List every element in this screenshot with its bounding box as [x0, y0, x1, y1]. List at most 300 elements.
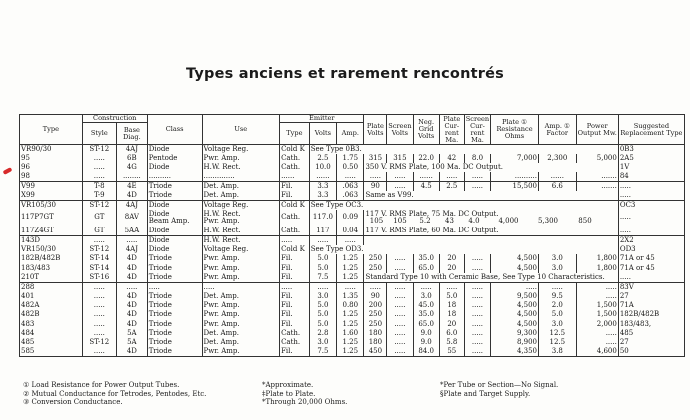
table-cell: 485	[20, 338, 83, 347]
footnote: *Per Tube or Section—No Signal.	[440, 381, 559, 389]
table-cell: .063	[337, 182, 364, 191]
span-value: 105	[393, 217, 407, 226]
table-cell: 2,000	[576, 320, 618, 329]
table-cell: Cath.	[280, 227, 310, 236]
table-cell: Det. Amp.	[202, 338, 280, 347]
footnote: ① Load Resistance for Power Output Tubes.	[23, 381, 180, 389]
footnotes-column-3	[440, 381, 558, 398]
table-cell: 6.0	[439, 329, 464, 338]
table-cell: .....	[618, 273, 684, 282]
table-cell: Triode	[147, 310, 202, 319]
table-cell: .....	[618, 191, 684, 200]
footnote: ‡Plate to Plate.	[262, 389, 316, 398]
table-cell: 180	[364, 338, 387, 347]
table-cell: 5.0	[309, 301, 336, 310]
table-cell: .....	[82, 310, 116, 319]
table-cell: .....	[387, 310, 413, 319]
table-cell: Fil.	[280, 301, 310, 310]
table-cell: OD3	[618, 245, 684, 254]
table-cell: .....	[116, 282, 147, 291]
table-cell: 4D	[116, 264, 147, 273]
table-cell: 5AA	[116, 227, 147, 236]
table-cell: Triode	[147, 338, 202, 347]
table-cell: Det. Amp.	[202, 191, 280, 200]
table-cell: ......	[280, 172, 310, 181]
table-cell: 1.25	[337, 254, 364, 263]
table-cell: Cold K	[280, 145, 310, 154]
table-cell: Fil.	[280, 191, 310, 200]
table-cell: 12.5	[538, 329, 576, 338]
table-cell: 183/483	[20, 264, 83, 273]
table-cell: .....	[116, 236, 147, 245]
table-cell: .....	[202, 282, 280, 291]
table-cell: 35.0	[413, 254, 439, 263]
table-cell: Fil.	[280, 273, 310, 282]
table-cell: 6B	[116, 154, 147, 163]
table-cell: 4,500	[491, 254, 539, 263]
table-cell: 7.5	[309, 273, 336, 282]
table-cell: Fil.	[280, 292, 310, 301]
table-cell: Pwr. Amp.	[202, 347, 280, 356]
table-row	[20, 329, 685, 338]
table-cell-span: 117 V. RMS Plate, 60 Ma. DC Output.	[364, 227, 618, 236]
table-cell: Pwr. Amp.	[202, 320, 280, 329]
table-cell: Triode	[147, 292, 202, 301]
header-construction: Construction	[82, 115, 147, 123]
span-value: 105	[369, 217, 384, 226]
table-cell: ..........	[491, 172, 539, 181]
table-cell: .....	[387, 172, 413, 181]
table-cell: .....	[82, 320, 116, 329]
table-cell: ST-16	[82, 273, 116, 282]
table-cell: 1,800	[576, 264, 618, 273]
table-cell: 4AJ	[116, 145, 147, 154]
table-cell: Voltage Reg.	[202, 200, 280, 209]
table-cell: Voltage Reg.	[202, 145, 280, 154]
table-cell: 96	[20, 163, 83, 172]
table-cell: 71A or 45	[618, 264, 684, 273]
table-cell: H.W. Rect.	[202, 227, 280, 236]
table-cell: Det. Amp.	[202, 292, 280, 301]
table-cell-span: Same as V99.	[364, 191, 618, 200]
header-amp-factor: Amp. ① Factor	[538, 115, 576, 145]
table-cell: X99	[20, 191, 83, 200]
table-cell: 5.0	[309, 310, 336, 319]
table-cell: 3.0	[309, 338, 336, 347]
footnotes-column-2	[262, 381, 347, 407]
table-cell-span: See Type OD3.	[309, 245, 618, 254]
table-cell: .....	[364, 172, 387, 181]
table-cell: .....	[464, 254, 490, 263]
table-cell: 4E	[116, 182, 147, 191]
table-row	[20, 254, 685, 263]
table-cell: .....	[387, 338, 413, 347]
header-type: Type	[20, 115, 83, 145]
table-cell: 15,500	[491, 182, 539, 191]
table-cell: Cold K	[280, 245, 310, 254]
table-row	[20, 301, 685, 310]
table-cell: 9.0	[413, 338, 439, 347]
table-cell: 5.0	[309, 320, 336, 329]
table-cell: .....	[618, 182, 684, 191]
table-cell: .....	[387, 292, 413, 301]
table-cell: 117	[309, 227, 336, 236]
table-cell: .....	[82, 292, 116, 301]
table-row	[20, 347, 685, 356]
table-cell: 55	[439, 347, 464, 356]
header-plate-resistance: Plate ① Resistance Ohms	[491, 115, 539, 145]
table-cell: 3.3	[309, 182, 336, 191]
table-cell: 250	[364, 320, 387, 329]
table-cell: 4AJ	[116, 200, 147, 209]
table-cell: 0.80	[337, 301, 364, 310]
table-cell: 1.75	[337, 154, 364, 163]
table-cell: GT	[82, 210, 116, 227]
red-annotation-mark	[3, 167, 13, 175]
footnote: ② Mutual Conductance for Tetrodes, Pentodes, Etc.	[23, 389, 207, 398]
header-class: Class	[147, 115, 202, 145]
table-cell: 4AJ	[116, 245, 147, 254]
table-row	[20, 191, 685, 200]
table-cell: 182B/482B	[618, 310, 684, 319]
table-cell: .....	[464, 320, 490, 329]
table-cell: 3.3	[309, 191, 336, 200]
footnote: *Approximate.	[262, 381, 314, 389]
table-cell: VR105/30	[20, 200, 83, 209]
table-cell: ..........	[147, 172, 202, 181]
table-cell: 401	[20, 292, 83, 301]
table-cell: 22.0	[413, 154, 439, 163]
table-cell: Fil.	[280, 347, 310, 356]
table-cell: Fil.	[280, 310, 310, 319]
table-cell: VR90/30	[20, 145, 83, 154]
table-cell: Triode	[147, 182, 202, 191]
table-cell: Cath.	[280, 163, 310, 172]
table-cell: 288	[20, 282, 83, 291]
table-cell-span	[364, 210, 618, 227]
table-cell: GT	[82, 227, 116, 236]
table-cell: Diode	[147, 227, 202, 236]
table-cell: T-9	[82, 191, 116, 200]
table-cell: Fil.	[280, 182, 310, 191]
table-row	[20, 320, 685, 329]
table-cell: H.W. Rect. Pwr. Amp.	[202, 210, 280, 227]
table-cell: .....	[309, 282, 336, 291]
table-cell: Triode	[147, 273, 202, 282]
table-row	[20, 145, 685, 154]
table-cell: 12.5	[538, 338, 576, 347]
table-cell: 182B/482B	[20, 254, 83, 263]
table-cell: 4,500	[491, 320, 539, 329]
table-cell: .....	[464, 292, 490, 301]
table-cell: .....	[464, 182, 490, 191]
table-cell: 4,500	[491, 264, 539, 273]
table-cell: ST-12	[82, 245, 116, 254]
table-cell: 1.25	[337, 347, 364, 356]
table-cell: 482B	[20, 310, 83, 319]
table-cell: 4D	[116, 254, 147, 263]
table-cell: 7.5	[309, 347, 336, 356]
table-cell: 0B3	[618, 145, 684, 154]
table-row	[20, 273, 685, 282]
table-cell: 3.0	[538, 320, 576, 329]
table-cell: .....	[309, 236, 336, 245]
table-cell: 5.0	[439, 292, 464, 301]
table-cell: 10.0	[309, 163, 336, 172]
table-cell: 7,000	[491, 154, 539, 163]
footnote: ③ Conversion Conductance.	[23, 398, 123, 407]
table-cell: 250	[364, 310, 387, 319]
table-cell: .....	[147, 282, 202, 291]
table-cell: .....	[464, 301, 490, 310]
header-emitter-type: Type	[280, 123, 310, 145]
table-cell: .....	[413, 282, 439, 291]
table-cell: 1.25	[337, 273, 364, 282]
table-cell: 1.25	[337, 320, 364, 329]
table-cell: 0.04	[337, 227, 364, 236]
table-cell: ......	[309, 172, 336, 181]
table-cell: .....	[464, 338, 490, 347]
table-cell-span: Standard Type 10 with Ceramic Base, See Type 10 Characteristics.	[364, 273, 618, 282]
table-cell: .....	[387, 347, 413, 356]
table-cell: 83V	[618, 282, 684, 291]
header-plate-current: Plate Cur-rent Ma.	[439, 115, 464, 145]
table-cell: 71A	[618, 301, 684, 310]
table-cell: Det. Amp.	[202, 329, 280, 338]
table-cell-span: See Type 0B3.	[309, 145, 618, 154]
table-cell: Triode	[147, 191, 202, 200]
table-cell-span: See Type OC3.	[309, 200, 618, 209]
table-row	[20, 292, 685, 301]
page-title: Types anciens et rarement rencontrés	[186, 66, 504, 82]
header-suggested-replacement: Suggested Replacement Type	[618, 115, 684, 145]
table-cell: 65.0	[413, 320, 439, 329]
table-cell: 4D	[116, 310, 147, 319]
table-cell: 95	[20, 154, 83, 163]
table-cell: 117P7GT	[20, 210, 83, 227]
span-value: 850	[578, 217, 592, 226]
table-cell: .....	[82, 163, 116, 172]
table-cell: 8,900	[491, 338, 539, 347]
table-cell: .....	[576, 282, 618, 291]
table-cell: 3.0	[413, 292, 439, 301]
table-cell: .....	[82, 329, 116, 338]
table-cell: 4D	[116, 273, 147, 282]
table-cell: .....	[364, 282, 387, 291]
table-cell-span	[364, 236, 618, 245]
table-cell: 2.0	[538, 301, 576, 310]
table-cell: 9,500	[491, 292, 539, 301]
table-cell: OC3	[618, 200, 684, 209]
header-use: Use	[202, 115, 280, 145]
table-cell: Diode Beam Amp.	[147, 210, 202, 227]
table-cell: 90	[364, 292, 387, 301]
table-cell: Pwr. Amp.	[202, 264, 280, 273]
table-row	[20, 245, 685, 254]
table-cell: .....	[82, 301, 116, 310]
table-cell: .....	[464, 282, 490, 291]
table-cell: 4,500	[491, 301, 539, 310]
header-volts: Volts	[309, 123, 336, 145]
table-cell: 4D	[116, 347, 147, 356]
table-row	[20, 236, 685, 245]
table-cell: .....	[387, 301, 413, 310]
table-cell: ..............	[202, 172, 280, 181]
table-cell: Cath.	[280, 210, 310, 227]
table-cell: ST-14	[82, 254, 116, 263]
table-cell: 585	[20, 347, 83, 356]
table-cell: 0.50	[337, 163, 364, 172]
table-cell: 4D	[116, 191, 147, 200]
table-cell: 18	[439, 301, 464, 310]
table-row	[20, 227, 685, 236]
table-cell: .....	[439, 172, 464, 181]
table-cell: 4D	[116, 292, 147, 301]
span-value: 4,000	[498, 217, 519, 226]
table-cell: Cath.	[280, 329, 310, 338]
table-cell: 2,300	[538, 154, 576, 163]
table-cell: 4.5	[413, 182, 439, 191]
table-cell: 5A	[116, 329, 147, 338]
table-cell: 9.5	[538, 292, 576, 301]
table-cell: 5.0	[309, 264, 336, 273]
table-row	[20, 338, 685, 347]
table-cell: 3.0	[538, 254, 576, 263]
table-cell: .....	[387, 320, 413, 329]
table-cell: .....	[337, 282, 364, 291]
table-cell: Cath.	[280, 154, 310, 163]
table-cell: 4G	[116, 163, 147, 172]
table-cell: 4,600	[576, 347, 618, 356]
table-cell: .......	[576, 182, 618, 191]
table-cell: .....	[280, 236, 310, 245]
table-cell: 27	[618, 338, 684, 347]
table-cell: .....	[576, 338, 618, 347]
span-note: 117 V. RMS Plate, 75 Ma. DC Output.	[365, 209, 499, 218]
table-cell: VR150/30	[20, 245, 83, 254]
footnote: *Through 20,000 Ohms.	[262, 398, 348, 407]
table-cell: 9.0	[413, 329, 439, 338]
span-values	[365, 218, 616, 225]
table-cell: 8.0	[464, 154, 490, 163]
table-cell: .....	[82, 347, 116, 356]
table-row	[20, 282, 685, 291]
table-cell: Triode	[147, 347, 202, 356]
header-base-diag: Base Diag.	[116, 123, 147, 145]
table-cell: Pwr. Amp.	[202, 254, 280, 263]
table-cell: .....	[618, 227, 684, 236]
table-cell: 20	[439, 320, 464, 329]
table-cell: 4D	[116, 320, 147, 329]
table-cell: ........	[116, 172, 147, 181]
table-cell: 71A or 45	[618, 254, 684, 263]
table-cell: 65.0	[413, 264, 439, 273]
table-cell: .063	[337, 191, 364, 200]
table-cell: Fil.	[280, 264, 310, 273]
table-cell-span: 350 V. RMS Plate, 100 Ma. DC Output.	[364, 163, 618, 172]
table-cell: 0.09	[337, 210, 364, 227]
table-cell: ......	[413, 172, 439, 181]
table-cell: ST-12	[82, 200, 116, 209]
table-cell: Fil.	[280, 254, 310, 263]
table-cell: 315	[387, 154, 413, 163]
table-cell: 8AV	[116, 210, 147, 227]
table-cell: .....	[337, 236, 364, 245]
table-cell: Pwr. Amp.	[202, 154, 280, 163]
table-cell: .....	[618, 210, 684, 227]
table-cell: 1V	[618, 163, 684, 172]
table-cell: Diode	[147, 236, 202, 245]
table-cell: 6.6	[538, 182, 576, 191]
table-cell: Triode	[147, 254, 202, 263]
table-cell: .....	[82, 154, 116, 163]
table-cell: .....	[387, 282, 413, 291]
table-cell: Triode	[147, 329, 202, 338]
table-cell: T-8	[82, 182, 116, 191]
table-cell: 45.0	[413, 301, 439, 310]
table-cell: H.W. Rect.	[202, 163, 280, 172]
table-cell: .....	[464, 329, 490, 338]
table-cell: Triode	[147, 301, 202, 310]
table-cell: .....	[464, 264, 490, 273]
table-cell: ST-12	[82, 145, 116, 154]
table-cell: 1.25	[337, 310, 364, 319]
table-cell: 20	[439, 254, 464, 263]
table-cell: 180	[364, 329, 387, 338]
table-cell: .....	[280, 282, 310, 291]
table-cell: 117.0	[309, 210, 336, 227]
table-cell: Pwr. Amp.	[202, 301, 280, 310]
table-row	[20, 264, 685, 273]
table-cell: 2A5	[618, 154, 684, 163]
table-cell: Det. Amp.	[202, 182, 280, 191]
table-cell: Cold K	[280, 200, 310, 209]
table-cell: 1,500	[576, 301, 618, 310]
table-cell: 1.60	[337, 329, 364, 338]
table-cell: 200	[364, 301, 387, 310]
table-cell: .....	[337, 172, 364, 181]
footnotes-column-1	[23, 381, 206, 407]
table-cell: 50	[618, 347, 684, 356]
table-cell: 98	[20, 172, 83, 181]
table-cell: 2.5	[309, 154, 336, 163]
table-cell: 90	[364, 182, 387, 191]
table-cell: 35.0	[413, 310, 439, 319]
table-cell: 84.0	[413, 347, 439, 356]
table-cell: .....	[82, 236, 116, 245]
table-cell: 3.0	[538, 264, 576, 273]
header-plate-volts: Plate Volts	[364, 115, 387, 145]
table-cell: .....	[576, 292, 618, 301]
span-value: 5,300	[537, 217, 558, 226]
table-cell: .......	[576, 172, 618, 181]
table-cell: Diode	[147, 163, 202, 172]
table-row	[20, 200, 685, 209]
table-cell: 4D	[116, 301, 147, 310]
table-cell: 9,300	[491, 329, 539, 338]
table-cell: .....	[387, 264, 413, 273]
table-cell: .....	[82, 282, 116, 291]
table-row	[20, 154, 685, 163]
table-cell: Diode	[147, 200, 202, 209]
table-cell: 250	[364, 264, 387, 273]
table-cell: 485	[618, 329, 684, 338]
header-neg-grid-volts: Neg. Grid Volts	[413, 115, 439, 145]
table-cell: 250	[364, 254, 387, 263]
table-cell: 484	[20, 329, 83, 338]
table-cell: Diode	[147, 245, 202, 254]
span-value: 4.0	[468, 217, 480, 226]
